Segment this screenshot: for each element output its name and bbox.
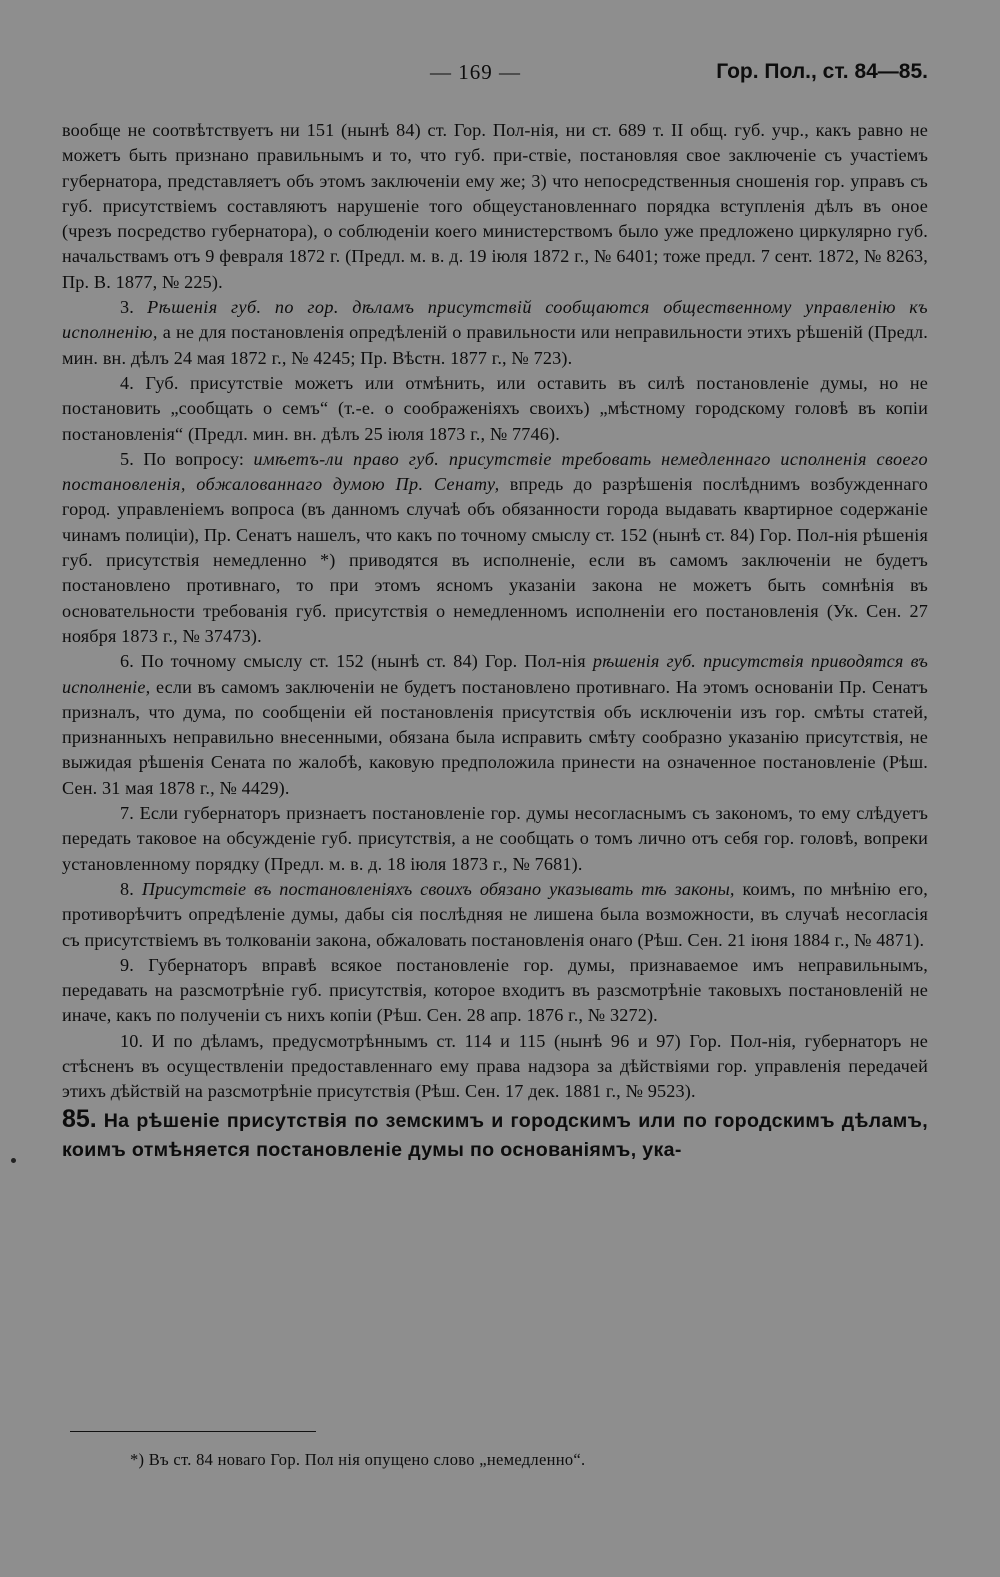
margin-speck [11, 1158, 16, 1163]
paragraph-7: 7. Если губернаторъ признаетъ постановленіе гор. думы несогласнымъ съ закономъ, то ему слѣдуетъ передать таковое на обсужденіе губ. присутствія, а не сообщать о томъ лично отъ себя гор. головѣ, вопреки установленному порядку (Предл. м. в. д. 18 іюля 1873 г., № 7681). [62, 803, 928, 874]
page-number: — 169 — [430, 60, 521, 84]
page-body [62, 118, 928, 1165]
paragraph-3 [62, 295, 928, 371]
article-85 [62, 1105, 928, 1165]
paragraph-10: 10. И по дѣламъ, предусмотрѣннымъ ст. 114 и 115 (нынѣ 96 и 97) Гор. Пол-нія, губернаторъ не стѣсненъ въ осуществленіи предоставленнаго ему права надзора за дѣйствіями гор. управленія передачей этихъ дѣйствій на разсмотрѣніе присутствія (Рѣш. Сен. 17 дек. 1881 г., № 9523). [62, 1030, 928, 1102]
paragraph-6-text: если въ самомъ заключеніи не будетъ постановлено противнаго. На этомъ основаніи Пр. Сенатъ призналъ, что дума, по сообщеніи ей постановленія присутствія объ исключеніи изъ гор. смѣты статей, признанныхъ неправильно внесенными, обязана была исправить смѣту сообразно указанію присутствія, не выжидая рѣшенія Сената по жалобѣ, каковую предположила принести на означенное постановленіе (Рѣш. Сен. 31 мая 1878 г., № 4429). [62, 676, 928, 798]
paragraph-5-emphasis: имѣетъ-ли право губ. присутствіе требовать немедленнаго исполненія своего постановленія, обжалованнаго думою Пр. Сенату, [62, 448, 928, 495]
paragraph-8 [62, 877, 928, 953]
paragraph-continuation: вообще не соотвѣтствуетъ ни 151 (нынѣ 84) ст. Гор. Пол-нія, ни ст. 689 т. II общ. губ. учр., какъ равно не можетъ быть признано правильнымъ и то, что губ. при-ствіе, постановляя свое заключеніе съ участіемъ губернатора, представляетъ объ этомъ заключеніи ему же; 3) что непосредственныя сношенія гор. управъ съ губ. присутствіемъ составляютъ нарушеніе того общеустановленнаго порядка вступленія дѣлъ въ оное (чрезъ посредство губернатора), о соблюденіи коего министерствомъ было уже предложено циркулярно губ. начальствамъ отъ 9 февраля 1872 г. (Предл. м. в. д. 19 іюля 1872 г., № 6401; тоже предл. 7 сент. 1872, № 8263, Пр. В. 1877, № 225). [62, 120, 928, 292]
paragraph-5-text: впредь до разрѣшенія послѣднимъ возбужденнаго город. управленіемъ вопроса (въ данномъ случаѣ объ обязанности города выдавать квартирное содержаніе чинамъ полиціи), Пр. Сенатъ нашелъ, что какъ по точному смыслу ст. 152 (нынѣ ст. 84) Гор. Пол-нія рѣшенія губ. присутствія немедленно *) приводятся въ исполненіе, если въ самомъ заключеніи не будетъ постановлено противнаго, то при этомъ ясномъ указаніи закона не можетъ быть сомнѣнія въ основательности требованія губ. присутствія о немедленномъ исполненіи его постановленія (Ук. Сен. 27 ноября 1873 г., № 37473). [62, 474, 928, 646]
paragraph-3-text: а не для постановленія опредѣленій о правильности или неправильности этихъ рѣшеній (Предл. мин. вн. дѣлъ 24 мая 1872 г., № 4245; Пр. Вѣстн. 1877 г., № 723). [62, 322, 928, 368]
footnote-rule [70, 1431, 316, 1432]
paragraph-8-text: коимъ, по мнѣнію его, противорѣчитъ опредѣленіе думы, дабы сія послѣдняя не лишена была возможности, въ случаѣ несогласія съ присутствіемъ въ толкованіи закона, обжаловать постановленія онаго (Рѣш. Сен. 21 іюня 1884 г., № 4871). [62, 878, 928, 950]
article-number: 85. [62, 1104, 97, 1133]
paragraph-8-number: 8. [120, 878, 134, 899]
paragraph-6-emphasis: рѣшенія губ. присутствія приводятся въ исполненіе, [62, 651, 929, 697]
paragraph-3-number: 3. [120, 297, 134, 318]
paragraph-8-emphasis: Присутствіе въ постановленіяхъ своихъ обязано указывать тѣ законы, [141, 878, 735, 899]
paragraph-6 [62, 649, 928, 801]
paragraph-3-emphasis: Рѣшенія губ. по гор. дѣламъ присутствій сообщаются общественному управленію къ исполненію, [62, 297, 928, 343]
paragraph-9: 9. Губернаторъ вправѣ всякое постановленіе гор. думы, признаваемое имъ неправильнымъ, передавать на разсмотрѣніе губ. присутствія, которое входитъ въ разсмотрѣніе таковыхъ постановленій не иначе, какъ по полученіи съ нихъ копіи (Рѣш. Сен. 28 апр. 1876 г., № 3272). [62, 954, 928, 1026]
article-text: На рѣшеніе присутствія по земскимъ и городскимъ или по городскимъ дѣламъ, коимъ отмѣняется постановленіе думы по основаніямъ, ука- [62, 1109, 929, 1161]
paragraph-5-lead: 5. По вопросу: [120, 448, 245, 469]
paragraph-5 [62, 447, 928, 649]
footnote: *) Въ ст. 84 новаго Гор. Пол нія опущено слово „немедленно“. [130, 1450, 586, 1469]
running-head: Гор. Пол., ст. 84—85. [716, 60, 928, 83]
paragraph-4: 4. Губ. присутствіе можетъ или отмѣнить, или оставить въ силѣ постановленіе думы, но не постановить „сообщать о семъ“ (т.-е. о соображеніяхъ своихъ) „мѣстному городскому головѣ въ копіи постановленія“ (Предл. мин. вн. дѣлъ 25 іюля 1873 г., № 7746). [62, 372, 928, 444]
paragraph-6-lead: 6. По точному смыслу ст. 152 (нынѣ ст. 84) Гор. Пол-нія [120, 651, 586, 672]
